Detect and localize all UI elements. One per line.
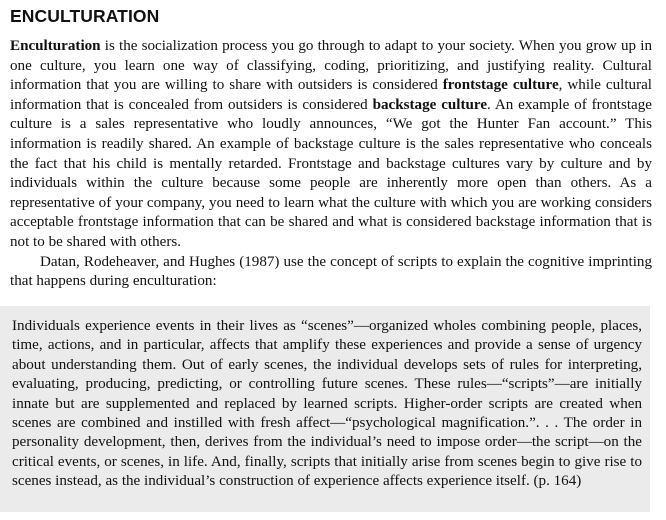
body-paragraph-enculturation	[8, 37, 652, 253]
term-frontstage-culture: frontstage culture	[442, 77, 559, 94]
section-heading: ENCULTURATION	[10, 6, 160, 26]
document-page	[8, 6, 652, 292]
paragraph-text-2: , while cultural information that is concealed from outsiders is considered	[10, 77, 652, 113]
paragraph-text-1: is the socialization process you go through to adapt to your society. When you grow up in one culture, you learn one way of classifying, coding, prioritizing, and justifying reality. Cultural information that you are willing to share with outsiders is considered	[10, 38, 652, 94]
body-paragraph-scripts: Datan, Rodeheaver, and Hughes (1987) use the concept of scripts to explain the cognitive imprinting that happens during enculturation:	[10, 253, 652, 290]
term-backstage-culture: backstage culture	[372, 96, 488, 113]
paragraph-text-3: . An example of frontstage culture is a sales representative who loudly announces, “We got the Hunter Fan account.” This information is readily shared. An example of backstage culture is the sales representative who conceals the fact that his child is mentally retarded. Frontstage and backstage cultures vary by culture and by individuals within the culture because some people are inherently more open than others. As a representative of your company, you need to learn what the culture with which you are working considers acceptable frontstage information that can be shared and what is considered backstage information that is not to be shared with others.	[10, 96, 652, 250]
block-quote	[0, 306, 650, 512]
term-enculturation: Enculturation	[10, 38, 101, 54]
block-quote-text: Individuals experience events in their lives as “scenes”—organized wholes combining people, places, time, actions, and in particular, affects that amplify these experiences and provide a sense of urgency about understanding them. Out of early scenes, the individual develops sets of rules for interpreting, evaluating, producing, predicting, or controlling future scenes. These rules—“scripts”—are initially innate but are supplemented and replaced by learned scripts. Higher-order scripts are created when scenes are combined and instilled with fresh affect—“psychological magnification.”. . . The order in personality development, then, derives from the individual’s need to impose order—the script—on the critical events, or scenes, in life. And, finally, scripts that initially arise from scenes begin to give rise to scenes instead, as the individual’s construction of experience affects experience itself. (p. 164)	[12, 318, 642, 490]
